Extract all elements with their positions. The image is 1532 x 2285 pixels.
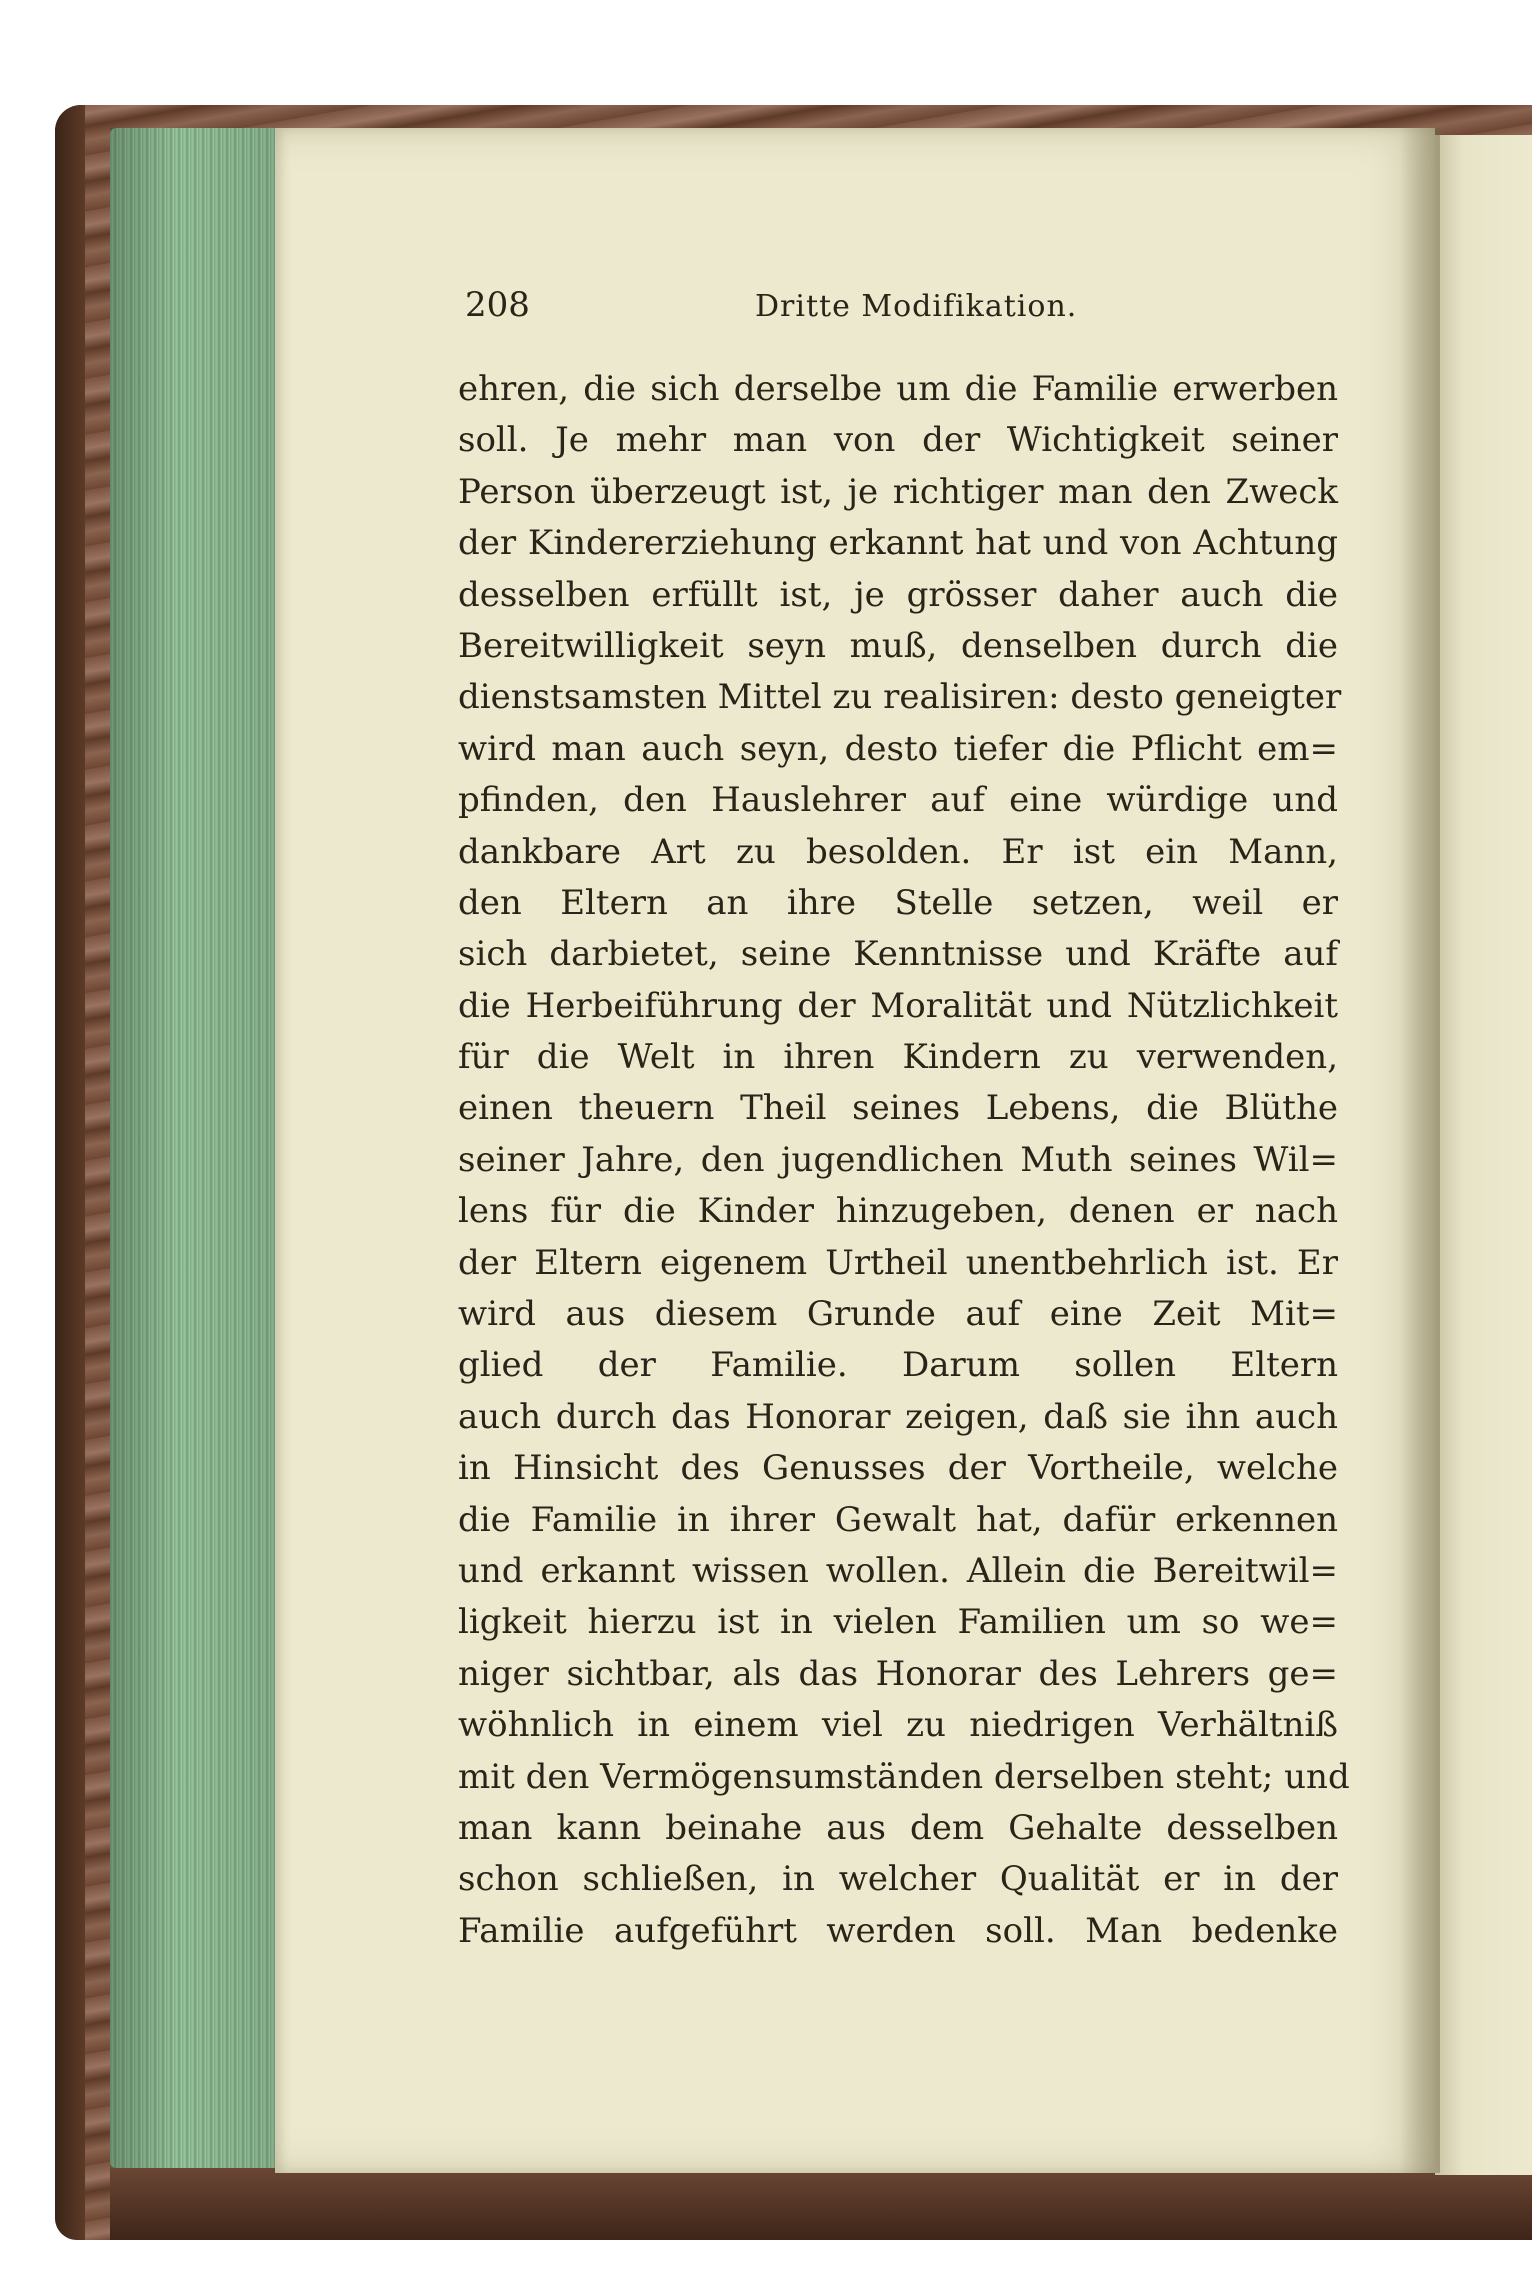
text-line: mit den Vermögensumständen derselben steht; und <box>458 1756 1350 1797</box>
text-line: die Familie in ihrer Gewalt hat, dafür erkennen <box>458 1499 1338 1540</box>
page-header <box>465 285 1335 335</box>
text-line: der Kindererziehung erkannt hat und von Achtung <box>458 523 1338 564</box>
text-line: soll. Je mehr man von der Wichtigkeit seiner <box>458 420 1338 461</box>
text-line: schon schließen, in welcher Qualität er in der <box>458 1859 1338 1900</box>
page-block-shade <box>110 128 280 2168</box>
text-line: einen theuern Theil seines Lebens, die Blüthe <box>458 1088 1338 1129</box>
text-line: dankbare Art zu besolden. Er ist ein Mann, <box>458 831 1338 872</box>
text-line: man kann beinahe aus dem Gehalte desselben <box>458 1807 1338 1848</box>
text-line: für die Welt in ihren Kindern zu verwenden, <box>458 1037 1338 1078</box>
text-line: sich darbietet, seine Kenntnisse und Kräfte auf <box>458 934 1338 975</box>
text-line: wöhnlich in einem viel zu niedrigen Verhältniß <box>458 1705 1338 1746</box>
text-line: der Eltern eigenem Urtheil unentbehrlich ist. Er <box>458 1242 1338 1283</box>
text-line: ehren, die sich derselbe um die Familie erwerben <box>458 369 1338 409</box>
text-line: wird man auch seyn, desto tiefer die Pflicht em= <box>458 728 1338 769</box>
text-line: dienstsamsten Mittel zu realisiren: desto geneigter <box>458 677 1342 718</box>
running-head: Dritte Modifikation. <box>755 289 1078 324</box>
text-line: glied der Familie. Darum sollen Eltern <box>458 1345 1338 1386</box>
text-line: Familie aufgeführt werden soll. Man bedenke <box>458 1910 1338 1951</box>
text-line: pfinden, den Hauslehrer auf eine würdige und <box>458 780 1338 821</box>
text-line: Bereitwilligkeit seyn muß, denselben durch die <box>458 625 1338 666</box>
book-cover-bottom <box>110 2168 1532 2240</box>
text-line: ligkeit hierzu ist in vielen Familien um so we= <box>458 1602 1338 1643</box>
page-gutter-shadow <box>1400 128 1440 2173</box>
text-line: Person überzeugt ist, je richtiger man den Zweck <box>458 471 1338 512</box>
text-line: auch durch das Honorar zeigen, daß sie ihn auch <box>458 1396 1338 1437</box>
text-line: wird aus diesem Grunde auf eine Zeit Mit= <box>458 1294 1338 1335</box>
text-line: lens für die Kinder hinzugeben, denen er nach <box>458 1191 1338 1232</box>
body-text <box>458 364 1350 1957</box>
page-number: 208 <box>465 285 530 325</box>
text-line: desselben erfüllt ist, je grösser daher auch die <box>458 574 1338 615</box>
text-line: in Hinsicht des Genusses der Vortheile, welche <box>458 1448 1338 1489</box>
text-line: seiner Jahre, den jugendlichen Muth seines Wil= <box>458 1139 1338 1180</box>
text-line: den Eltern an ihre Stelle setzen, weil er <box>458 882 1338 923</box>
text-line: und erkannt wissen wollen. Allein die Bereitwil= <box>458 1550 1338 1591</box>
text-line: die Herbeiführung der Moralität und Nützlichkeit <box>458 985 1338 1026</box>
facing-page <box>1435 135 1532 2175</box>
book-cover-edge <box>55 105 85 2240</box>
text-line: niger sichtbar, als das Honorar des Lehrers ge= <box>458 1653 1338 1694</box>
